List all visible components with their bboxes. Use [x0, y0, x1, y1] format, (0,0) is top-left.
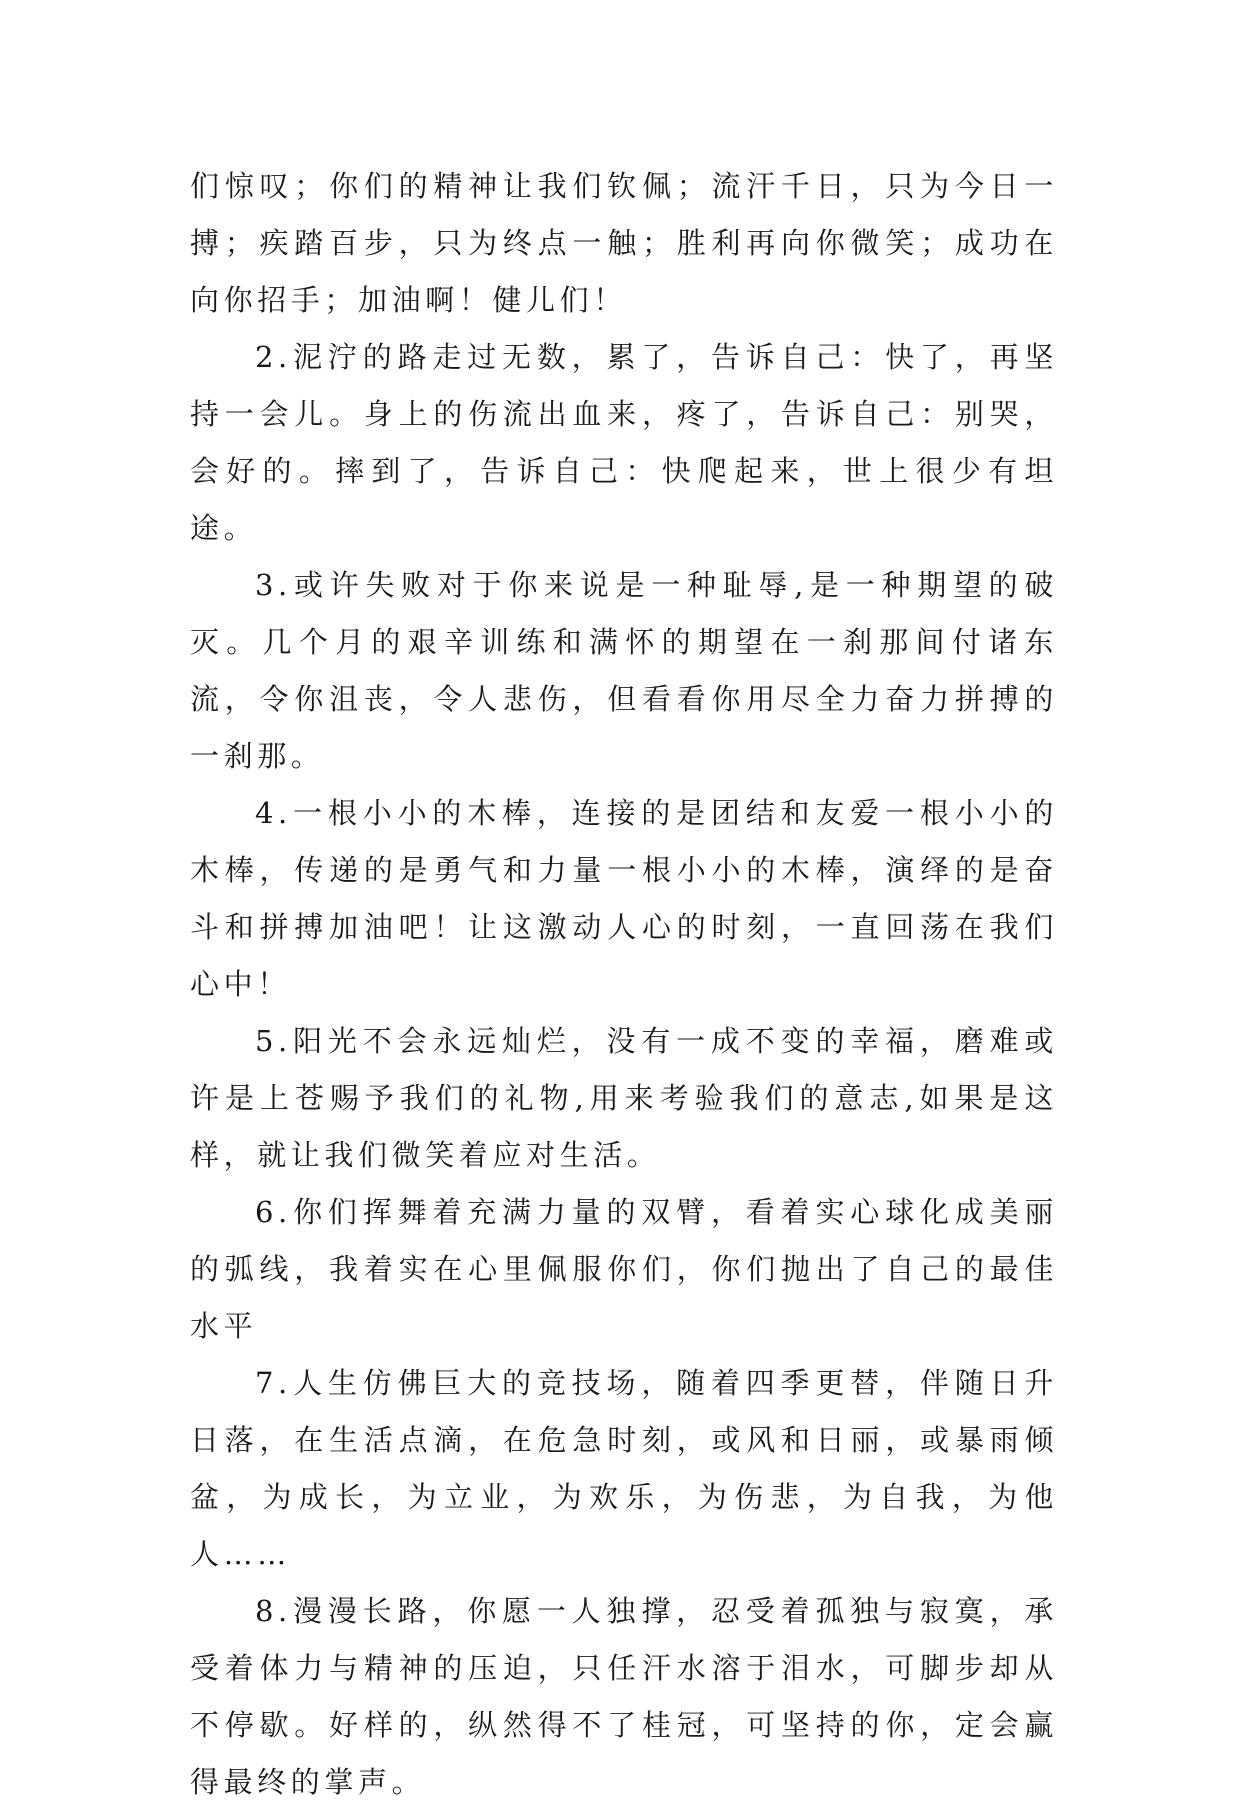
paragraph-item-8: 8.漫漫长路，你愿一人独撑，忍受着孤独与寂寞，承受着体力与精神的压迫，只任汗水溶于泪水，可脚步却从不停歇。好样的，纵然得不了桂冠，可坚持的你，定会赢得最终的掌声。 [190, 1594, 1058, 1799]
document-body [190, 158, 1058, 1811]
paragraph-item-2: 2.泥泞的路走过无数，累了，告诉自己：快了，再坚持一会儿。身上的伤流出血来，疼了，告诉自己：别哭，会好的。摔到了，告诉自己：快爬起来，世上很少有坦途。 [190, 340, 1058, 545]
paragraph-item-3: 3.或许失败对于你来说是一种耻辱,是一种期望的破灭。几个月的艰辛训练和满怀的期望在一刹那间付诸东流，令你沮丧，令人悲伤，但看看你用尽全力奋力拼搏的一刹那。 [190, 568, 1058, 773]
paragraph-item-5: 5.阳光不会永远灿烂，没有一成不变的幸福，磨难或许是上苍赐予我们的礼物,用来考验我们的意志,如果是这样，就让我们微笑着应对生活。 [190, 1024, 1058, 1172]
paragraph-item-4: 4.一根小小的木棒，连接的是团结和友爱一根小小的木棒，传递的是勇气和力量一根小小的木棒，演绎的是奋斗和拼搏加油吧！让这激动人心的时刻，一直回荡在我们心中！ [190, 796, 1058, 1001]
paragraph-item-6: 6.你们挥舞着充满力量的双臂，看着实心球化成美丽的弧线，我着实在心里佩服你们，你们抛出了自己的最佳水平 [190, 1195, 1058, 1343]
paragraph-item-7: 7.人生仿佛巨大的竞技场，随着四季更替，伴随日升日落，在生活点滴，在危急时刻，或风和日丽，或暴雨倾盆，为成长，为立业，为欢乐，为伤悲，为自我，为他人…… [190, 1366, 1058, 1571]
paragraph-continued: 们惊叹；你们的精神让我们钦佩；流汗千日，只为今日一搏；疾踏百步，只为终点一触；胜利再向你微笑；成功在向你招手；加油啊！健儿们！ [190, 169, 1058, 317]
